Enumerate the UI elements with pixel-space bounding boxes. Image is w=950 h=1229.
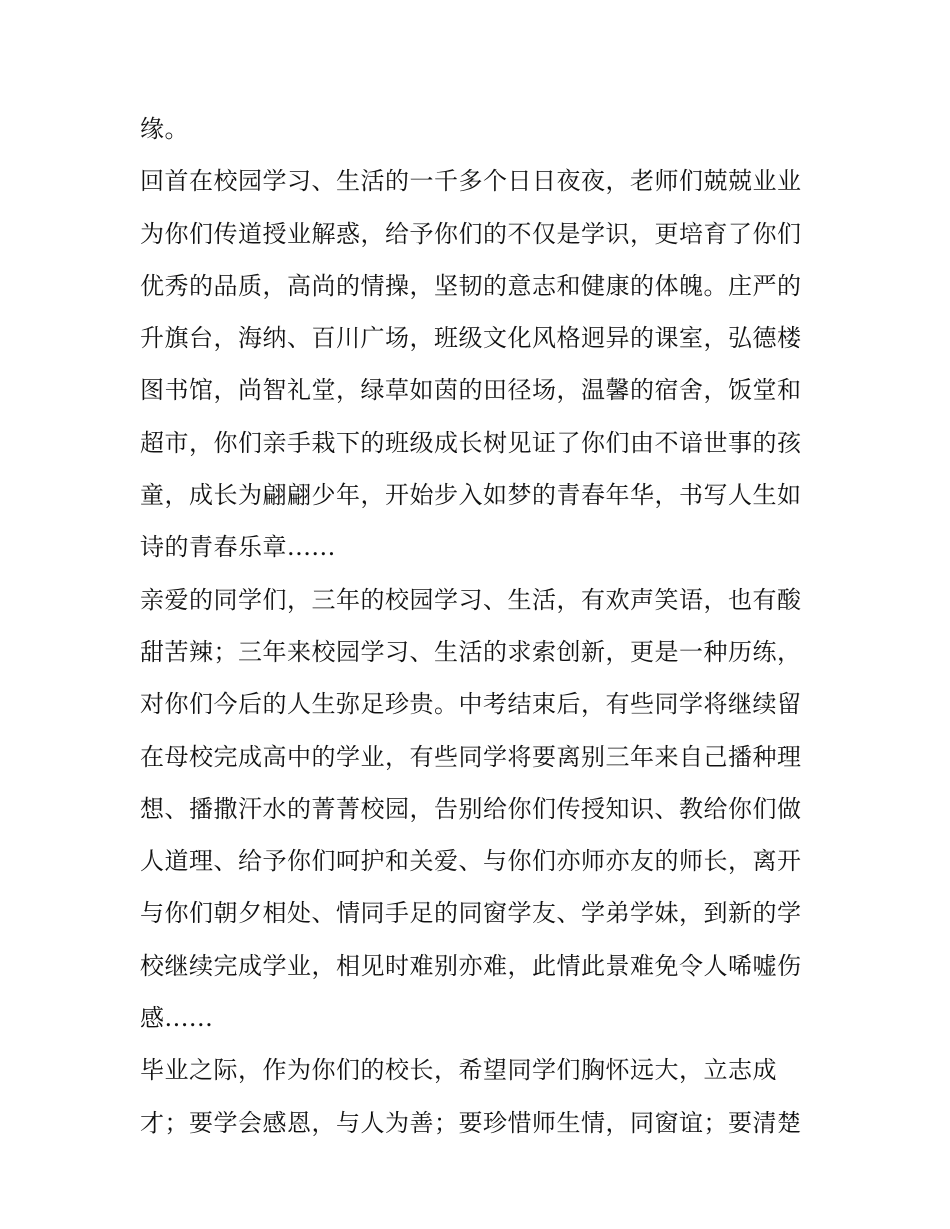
text-line: 超市，你们亲手栽下的班级成长树见证了你们由不谙世事的孩	[140, 428, 802, 457]
text-line: 才；要学会感恩，与人为善；要珍惜师生情，同窗谊；要清楚	[140, 1108, 802, 1137]
text-line: 毕业之际，作为你们的校长，希望同学们胸怀远大，立志成	[140, 1056, 777, 1085]
text-line: 优秀的品质，高尚的情操，坚韧的意志和健康的体魄。庄严的	[140, 271, 802, 300]
text-line: 回首在校园学习、生活的一千多个日日夜夜，老师们兢兢业业	[140, 167, 802, 196]
text-line: 为你们传道授业解惑，给予你们的不仅是学识，更培育了你们	[140, 219, 802, 248]
text-line: 感......	[140, 1004, 214, 1033]
text-line: 亲爱的同学们，三年的校园学习、生活，有欢声笑语，也有酸	[140, 585, 802, 614]
text-line: 诗的青春乐章......	[140, 533, 336, 562]
text-line: 对你们今后的人生弥足珍贵。中考结束后，有些同学将继续留	[140, 690, 802, 719]
text-line: 人道理、给予你们呵护和关爱、与你们亦师亦友的师长，离开	[140, 847, 802, 876]
text-line: 甜苦辣；三年来校园学习、生活的求索创新，更是一种历练，	[140, 637, 802, 666]
document-page	[140, 103, 815, 1149]
text-line: 图书馆，尚智礼堂，绿草如茵的田径场，温馨的宿舍，饭堂和	[140, 376, 802, 405]
text-line: 童，成长为翩翩少年，开始步入如梦的青春年华，书写人生如	[140, 481, 802, 510]
text-line: 在母校完成高中的学业，有些同学将要离别三年来自己播种理	[140, 742, 802, 771]
text-line: 升旗台，海纳、百川广场，班级文化风格迥异的课室，弘德楼	[140, 324, 802, 353]
text-line: 与你们朝夕相处、情同手足的同窗学友、学弟学妹，到新的学	[140, 899, 802, 928]
text-line: 缘。	[140, 115, 189, 143]
text-line: 校继续完成学业，相见时难别亦难，此情此景难免令人唏嘘伤	[140, 951, 802, 980]
text-line: 想、播撒汗水的菁菁校园，告别给你们传授知识、教给你们做	[140, 794, 802, 823]
